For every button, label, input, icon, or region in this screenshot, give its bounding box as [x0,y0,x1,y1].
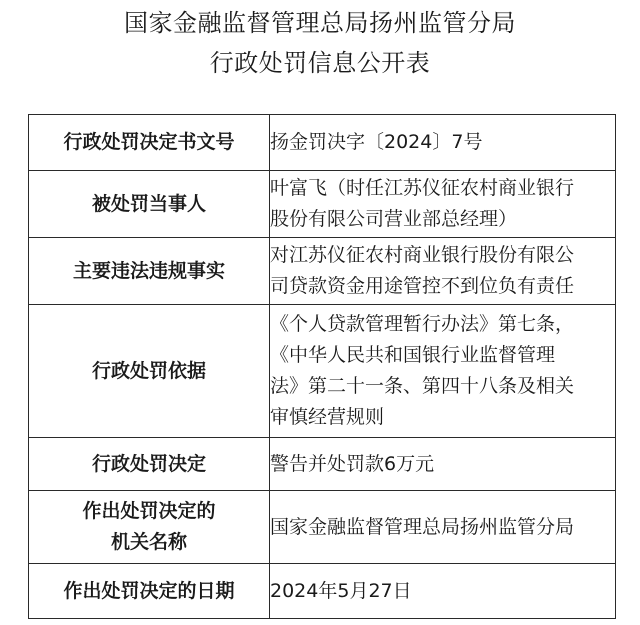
table-row-decision-number [29,115,616,171]
value-line: 司贷款资金用途管控不到位负有责任 [270,275,575,297]
value-line: 叶富飞（时任江苏仪征农村商业银行 [270,177,575,199]
label-line: 行政处罚决定书文号 [63,131,235,153]
value-violation-facts [270,238,616,305]
value-line: 警告并处罚款6万元 [270,452,435,475]
penalty-info-table [28,114,616,619]
value-line: 国家金融监督管理总局扬州监管分局 [270,515,575,538]
table-row-violation-facts [29,238,616,305]
label-line: 机关名称 [110,531,187,553]
value-decision-number [270,115,616,171]
label-decision [29,438,270,491]
value-line: 扬金罚决字〔2024〕7号 [270,131,483,153]
label-line: 作出处罚决定的 [82,500,216,522]
value-line: 审慎经营规则 [270,406,385,428]
label-line: 被处罚当事人 [91,192,206,215]
table-row-legal-basis [29,305,616,438]
label-violation-facts [29,238,270,305]
value-legal-basis [270,305,616,438]
label-party [29,171,270,238]
value-decision-date [270,564,616,619]
table-row-authority [29,491,616,564]
value-line: 股份有限公司营业部总经理） [270,208,518,230]
label-line: 行政处罚决定 [91,452,206,475]
value-line: 法》第二十一条、第四十八条及相关 [270,375,575,397]
label-line: 作出处罚决定的日期 [63,579,235,602]
value-line: 对江苏仪征农村商业银行股份有限公 [270,244,575,266]
value-authority [270,491,616,564]
table-row-party [29,171,616,238]
label-authority [29,491,270,564]
value-party [270,171,616,238]
label-line: 主要违法违规事实 [72,259,225,282]
value-line: 《中华人民共和国银行业监督管理 [270,344,556,366]
table-row-decision-date [29,564,616,619]
label-decision-date [29,564,270,619]
page-title [0,0,640,82]
label-decision-number [29,115,270,171]
value-line: 《个人贷款管理暂行办法》第七条， [270,313,575,335]
title-line-1: 国家金融监督管理总局扬州监管分局 [124,9,516,37]
label-line: 行政处罚依据 [91,359,206,382]
title-line-2: 行政处罚信息公开表 [209,49,431,77]
label-legal-basis [29,305,270,438]
value-decision [270,438,616,491]
table-row-decision [29,438,616,491]
value-line: 2024年5月27日 [270,579,412,602]
